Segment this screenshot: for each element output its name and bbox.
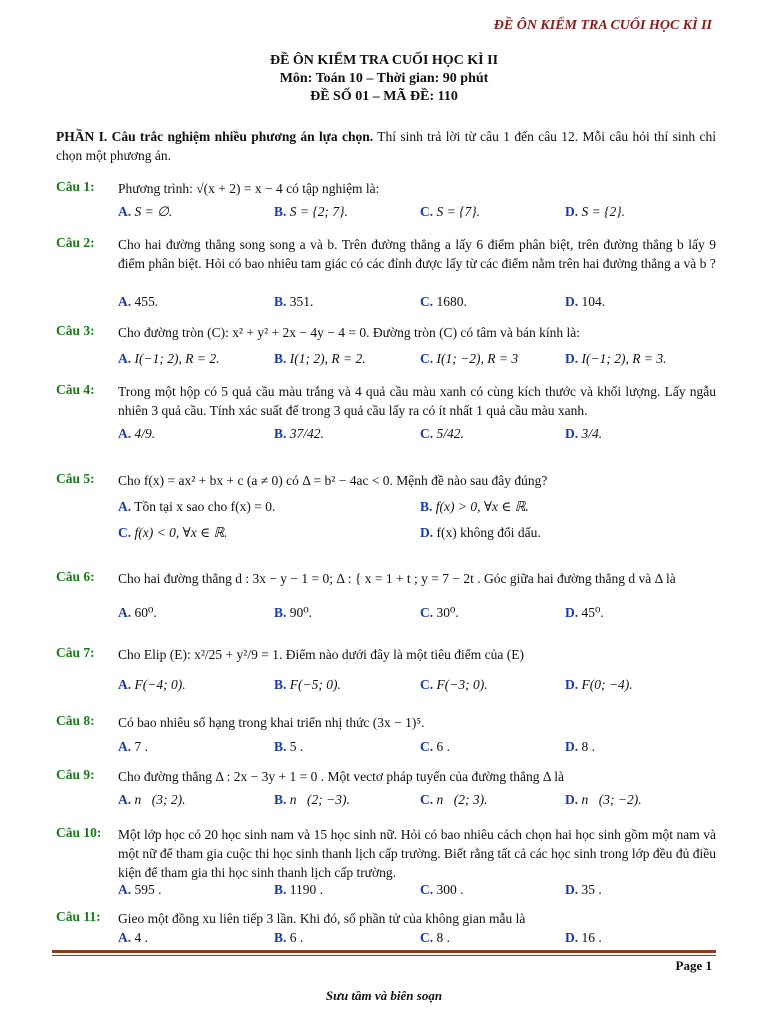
- option-row: [118, 204, 716, 224]
- footer-rule-thin: [52, 955, 716, 956]
- option-c[interactable]: C. 300 .: [420, 882, 464, 897]
- option-c[interactable]: C. 1680.: [420, 294, 467, 309]
- option-d[interactable]: D. 16 .: [565, 930, 602, 945]
- option-a[interactable]: A. 60⁰.: [118, 605, 157, 620]
- option-row: [118, 792, 716, 812]
- question-5: [56, 471, 716, 547]
- option-row: [118, 294, 716, 314]
- question-8: [56, 713, 716, 757]
- question-number: Câu 10:: [56, 825, 102, 840]
- option-a[interactable]: A. 4/9.: [118, 426, 156, 441]
- option-row: [118, 525, 716, 545]
- option-b[interactable]: B. f(x) > 0, ∀x ∈ ℝ.: [420, 499, 529, 514]
- question-number: Câu 3:: [56, 323, 95, 338]
- question-number: Câu 9:: [56, 767, 95, 782]
- option-row: [118, 499, 716, 519]
- question-number: Câu 8:: [56, 713, 95, 728]
- option-c[interactable]: C. S = {7}.: [420, 204, 481, 219]
- part-1-instructions: Thí sinh trả lời từ câu 1 đến câu 12. Mỗi câu hỏi thí sinh chỉ chọn một phương án.: [56, 129, 716, 163]
- option-c[interactable]: C. 5/42.: [420, 426, 464, 441]
- option-b[interactable]: B. S = {2; 7}.: [274, 204, 348, 219]
- footer-rule: [52, 950, 716, 953]
- page-number: Page 1: [675, 958, 712, 973]
- option-d[interactable]: D. 8 .: [565, 739, 595, 754]
- exam-subject: Môn: Toán 10 – Thời gian: 90 phút: [279, 71, 489, 86]
- question-6: [56, 569, 716, 623]
- option-a[interactable]: A. 595 .: [118, 882, 162, 897]
- option-a[interactable]: A. Tồn tại x sao cho f(x) = 0.: [118, 499, 276, 514]
- question-7: [56, 645, 716, 697]
- question-number: Câu 5:: [56, 471, 95, 486]
- option-a[interactable]: A. S = ∅.: [118, 204, 173, 219]
- question-9: [56, 767, 716, 811]
- option-a[interactable]: A. 4 .: [118, 930, 148, 945]
- question-4: [56, 382, 716, 458]
- option-row: [118, 677, 716, 697]
- option-b[interactable]: B. 1190 .: [274, 882, 324, 897]
- option-row: [118, 426, 716, 454]
- option-c[interactable]: C. 8 .: [420, 930, 450, 945]
- option-c[interactable]: C. 30⁰.: [420, 605, 459, 620]
- option-d[interactable]: D. 35 .: [565, 882, 602, 897]
- question-number: Câu 11:: [56, 909, 101, 924]
- question-stem: Một lớp học có 20 học sinh nam và 15 học sinh nữ. Hỏi có bao nhiêu cách chọn hai học sinh gồm một nam và một nữ để tham gia cuộc thi học sinh thanh lịch cấp trường. Biết rằng tất cả các học sinh trong lớp đều đủ điều kiện để tham gia thi học sinh thanh lịch cấp trường.: [118, 827, 716, 880]
- question-stem: Gieo một đồng xu liên tiếp 3 lần. Khi đó, số phần tử của không gian mẫu là: [118, 911, 526, 926]
- option-d[interactable]: D. 104.: [565, 294, 606, 309]
- option-c[interactable]: C. I(1; −2), R = 3: [420, 351, 519, 366]
- part-1-heading: PHẦN I. Câu trắc nghiệm nhiều phương án lựa chọn.: [56, 129, 374, 144]
- option-a[interactable]: A. 455.: [118, 294, 159, 309]
- option-b[interactable]: B. n⃗(2; −3).: [274, 792, 350, 807]
- exam-title: ĐỀ ÔN KIỂM TRA CUỐI HỌC KÌ II: [269, 53, 499, 68]
- option-row: [118, 605, 716, 625]
- question-stem: Cho đường tròn (C): x² + y² + 2x − 4y − 4 = 0. Đường tròn (C) có tâm và bán kính là:: [118, 325, 581, 340]
- question-stem: Cho hai đường thẳng song song a và b. Trên đường thẳng a lấy 6 điểm phân biệt, trên đường thẳng b lấy 9 điểm phân biệt. Hỏi có bao nhiêu tam giác có các đỉnh được lấy từ các điểm nằm trên hai đường thẳng a và b ?: [118, 237, 716, 271]
- question-10: [56, 825, 716, 901]
- option-d[interactable]: D. f(x) không đổi dấu.: [420, 525, 541, 540]
- option-b[interactable]: B. 5 .: [274, 739, 304, 754]
- option-b[interactable]: B. 90⁰.: [274, 605, 313, 620]
- option-b[interactable]: B. F(−5; 0).: [274, 677, 341, 692]
- option-a[interactable]: A. F(−4; 0).: [118, 677, 186, 692]
- option-d[interactable]: D. 45⁰.: [565, 605, 604, 620]
- question-number: Câu 6:: [56, 569, 95, 584]
- running-head: ĐỀ ÔN KIỂM TRA CUỐI HỌC KÌ II: [493, 18, 712, 33]
- question-11: [56, 909, 716, 949]
- option-d[interactable]: D. I(−1; 2), R = 3.: [565, 351, 667, 366]
- option-b[interactable]: B. I(1; 2), R = 2.: [274, 351, 366, 366]
- question-stem: Cho Elip (E): x²/25 + y²/9 = 1. Điểm nào dưới đây là một tiêu điểm của (E): [118, 647, 524, 662]
- question-number: Câu 4:: [56, 382, 95, 397]
- option-row: [118, 930, 716, 950]
- question-stem: Có bao nhiêu số hạng trong khai triển nhị thức (3x − 1)⁵.: [118, 715, 425, 730]
- exam-header: [0, 52, 768, 106]
- option-row: [118, 739, 716, 759]
- option-c[interactable]: C. n⃗(2; 3).: [420, 792, 488, 807]
- option-b[interactable]: B. 6 .: [274, 930, 304, 945]
- question-number: Câu 1:: [56, 179, 95, 194]
- question-stem: Cho đường thẳng Δ : 2x − 3y + 1 = 0 . Một vectơ pháp tuyến của đường thẳng Δ là: [118, 769, 564, 784]
- option-row: [118, 351, 716, 371]
- question-stem: Phương trình: √(x + 2) = x − 4 có tập nghiệm là:: [118, 181, 380, 196]
- option-c[interactable]: C. F(−3; 0).: [420, 677, 488, 692]
- question-stem: Cho hai đường thẳng d : 3x − y − 1 = 0; Δ : { x = 1 + t ; y = 7 − 2t . Góc giữa hai đường thẳng d và Δ là: [118, 571, 676, 586]
- option-a[interactable]: A. I(−1; 2), R = 2.: [118, 351, 220, 366]
- question-1: [56, 179, 716, 221]
- option-d[interactable]: D. n⃗(3; −2).: [565, 792, 642, 807]
- option-b[interactable]: B. 37/42.: [274, 426, 324, 441]
- option-d[interactable]: D. S = {2}.: [565, 204, 626, 219]
- option-a[interactable]: A. 7 .: [118, 739, 148, 754]
- question-3: [56, 323, 716, 371]
- option-d[interactable]: D. 3/4.: [565, 426, 603, 441]
- question-stem: Cho f(x) = ax² + bx + c (a ≠ 0) có Δ = b² − 4ac < 0. Mệnh đề nào sau đây đúng?: [118, 473, 548, 488]
- question-number: Câu 7:: [56, 645, 95, 660]
- part-1-intro: [56, 127, 716, 165]
- option-a[interactable]: A. n⃗(3; 2).: [118, 792, 186, 807]
- option-row: [118, 882, 716, 902]
- option-c[interactable]: C. 6 .: [420, 739, 450, 754]
- option-b[interactable]: B. 351.: [274, 294, 314, 309]
- question-stem: Trong một hộp có 5 quả cầu màu trắng và 4 quả cầu màu xanh có cùng kích thước và khối lượng. Lấy ngẫu nhiên 3 quả cầu. Tính xác suất để trong 3 quả cầu lấy ra có ít nhất 1 quả cầu màu xanh.: [118, 384, 716, 418]
- option-c[interactable]: C. f(x) < 0, ∀x ∈ ℝ.: [118, 525, 228, 540]
- question-2: [56, 235, 716, 311]
- footer-note: Sưu tầm và biên soạn: [325, 988, 443, 1003]
- exam-code: ĐỀ SỐ 01 – MÃ ĐỀ: 110: [310, 89, 458, 104]
- question-number: Câu 2:: [56, 235, 95, 250]
- option-d[interactable]: D. F(0; −4).: [565, 677, 633, 692]
